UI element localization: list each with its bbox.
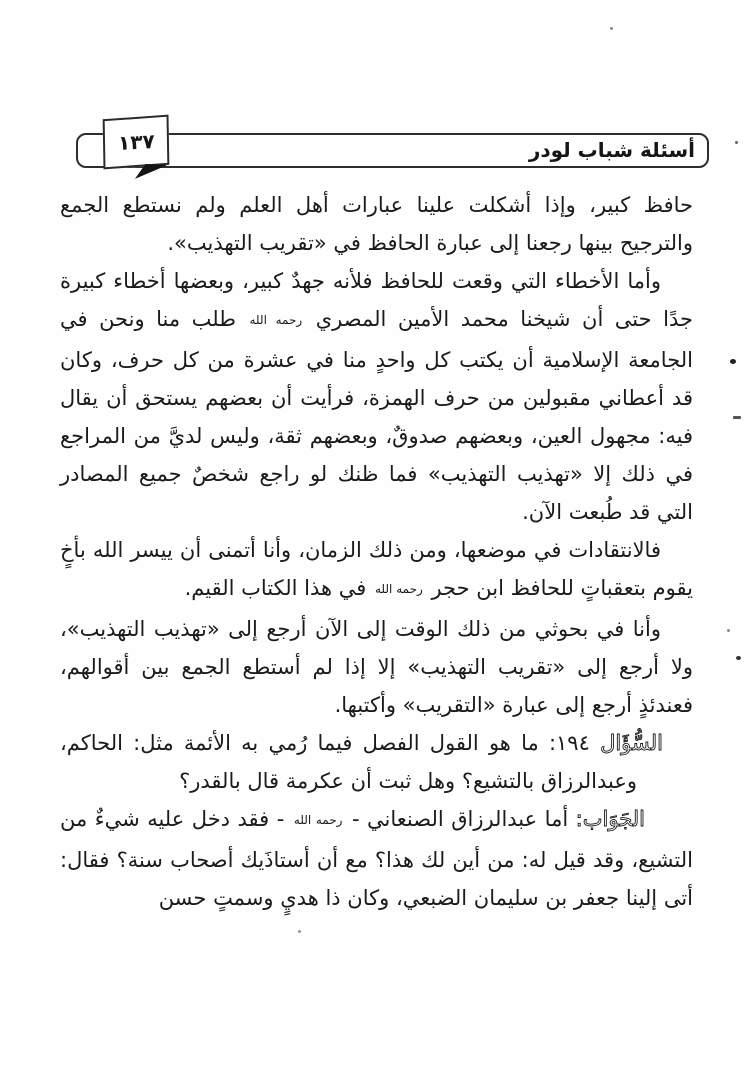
page-body-text	[60, 186, 693, 917]
honorific-rahimahullah: رحمه الله	[374, 582, 423, 596]
paragraph-continuation	[60, 186, 693, 262]
page-number-ribbon	[103, 115, 170, 170]
scan-speck	[610, 27, 613, 30]
page-number: ١٣٧	[117, 129, 155, 155]
paragraph-criticisms	[60, 531, 693, 610]
question-label: السُّؤَال	[600, 731, 663, 755]
book-title: أسئلة شباب لودر	[528, 137, 695, 162]
paragraph-text: وأما الأخطاء التي وقعت للحافظ فلأنه جهدٌ كبير، وبعضها أخطاء كبيرة جدًا حتى أن شيخنا محمد الأمين المصري	[60, 269, 694, 331]
honorific-rahimahullah: رحمه الله	[249, 313, 303, 327]
paragraph-errors-of-hafiz	[60, 262, 693, 531]
scan-speck	[727, 629, 730, 632]
scan-speck	[736, 656, 741, 660]
answer-text: - فقد دخل عليه شيءٌ من التشيع، وقد قيل له: من أين لك هذا؟ مع أن أستاذَيك أصحاب سنة؟ فقال: أتى إلينا جعفر بن سليمان الضبعي، وكان ذا هديٍ وسمتٍ حسن	[60, 807, 693, 910]
scan-speck	[298, 930, 301, 933]
header-title-box	[76, 133, 709, 168]
question-number: ١٩٤:	[548, 731, 590, 755]
scan-speck	[735, 141, 738, 144]
answer-194	[60, 800, 693, 917]
honorific-rahimahullah: رحمه الله	[293, 813, 343, 827]
paragraph-research-method	[60, 610, 693, 724]
answer-text: أما عبدالرزاق الصنعاني -	[351, 807, 569, 831]
scan-speck	[730, 359, 736, 364]
question-194	[60, 724, 693, 800]
paragraph-text: طلب منا ونحن في الجامعة الإسلامية أن يكتب كل واحدٍ منا في عشرة من كل حرف، وكان قد أعطاني مقبولين من حرف الهمزة، فرأيت أن بعضهم يستحق أن يقال فيه: مجهول العين، وبعضهم صدوقٌ، وبعضهم ثقة، وليس لديَّ من المراجع في ذلك إلا «تهذيب التهذيب» فما ظنك لو راجع شخصٌ جميع المصادر التي قد طُبعت الآن.	[60, 307, 693, 524]
paragraph-text: حافظ كبير، وإذا أشكلت علينا عبارات أهل العلم ولم نستطع الجمع والترجيح بينها رجعنا إلى عبارة الحافظ في «تقريب التهذيب».	[60, 193, 693, 255]
question-text: ما هو القول الفصل فيما رُمي به الأئمة مثل: الحاكم، وعبدالرزاق بالتشيع؟ وهل ثبت أن عكرمة قال بالقدر؟	[60, 731, 637, 793]
scan-speck	[733, 416, 741, 419]
answer-label: الجَوَاب:	[575, 807, 645, 831]
paragraph-text: فالانتقادات في موضعها، ومن ذلك الزمان، وأنا أتمنى أن ييسر الله بأخٍ يقوم بتعقباتٍ للحافظ ابن حجر	[60, 538, 693, 600]
paragraph-text: وأنا في بحوثي من ذلك الوقت إلى الآن أرجع إلى «تهذيب التهذيب»، ولا أرجع إلى «تقريب التهذيب» إلا إذا لم أستطع الجمع بين أقوالهم، فعندئذٍ أرجع إلى عبارة «التقريب» وأكتبها.	[60, 617, 693, 717]
paragraph-text: في هذا الكتاب القيم.	[184, 576, 367, 600]
